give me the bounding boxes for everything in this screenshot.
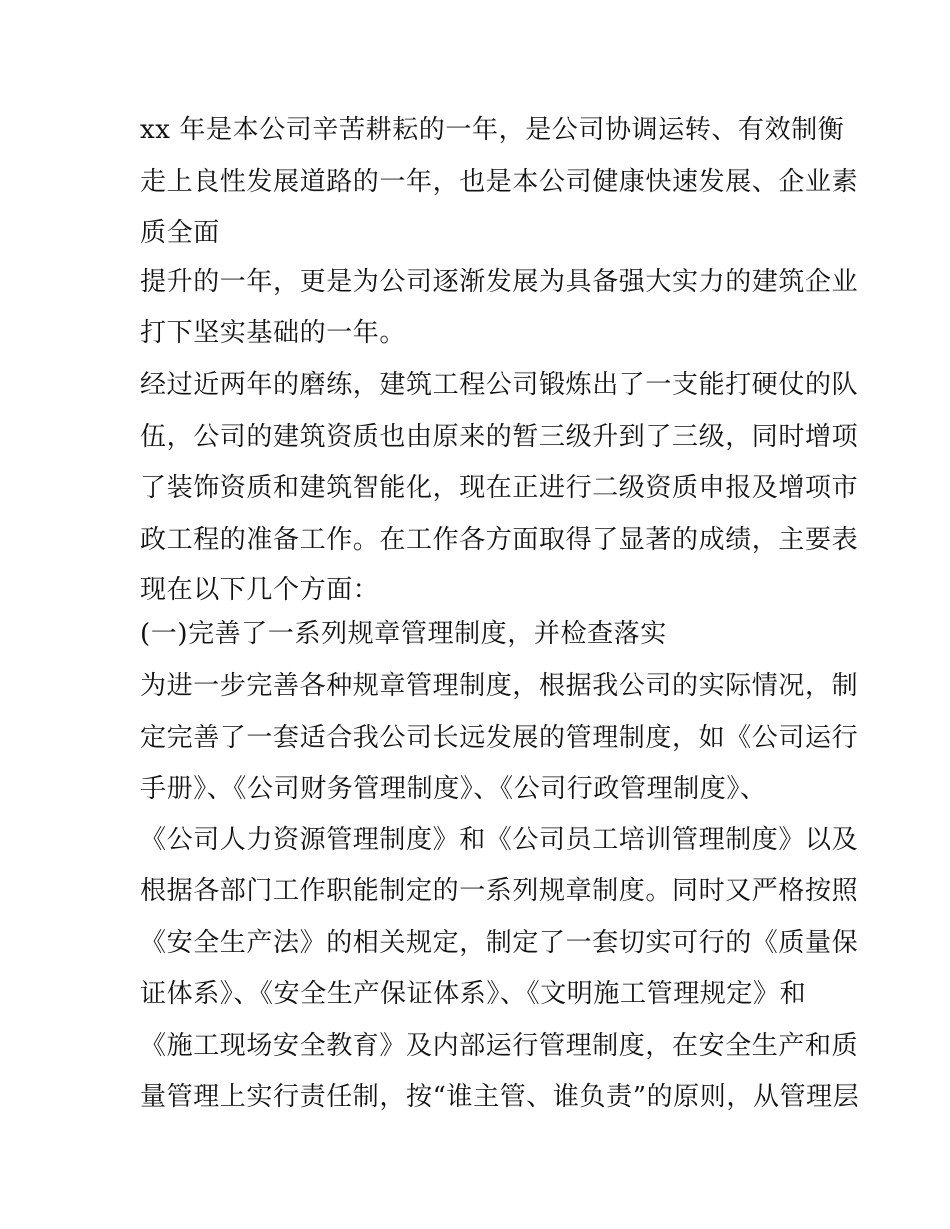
paragraph-line: 手册》、《公司财务管理制度》、《公司行政管理制度》、 bbox=[140, 774, 767, 804]
paragraph-line: 为进一步完善各种规章管理制度，根据我公司的实际情况，制 bbox=[140, 671, 859, 701]
paragraph-line: 了装饰资质和建筑智能化，现在正进行二级资质申报及增项市 bbox=[140, 473, 859, 503]
paragraph-line: 质全面 bbox=[140, 218, 220, 248]
paragraph-line: 《施工现场安全教育》及内部运行管理制度，在安全生产和质 bbox=[140, 1031, 859, 1061]
paragraph-line: 伍，公司的建筑资质也由原来的暂三级升到了三级，同时增项 bbox=[140, 422, 859, 452]
paragraph-line: 《公司人力资源管理制度》和《公司员工培训管理制度》以及 bbox=[140, 825, 859, 855]
paragraph-line: 量管理上实行责任制，按“谁主管、谁负责”的原则，从管理层 bbox=[140, 1082, 860, 1112]
section-heading: (一)完善了一系列规章管理制度，并检查落实 bbox=[140, 619, 667, 649]
paragraph-line: 走上良性发展道路的一年，也是本公司健康快速发展、企业素 bbox=[140, 167, 859, 197]
paragraph-line: 根据各部门工作职能制定的一系列规章制度。同时又严格按照 bbox=[140, 876, 859, 906]
paragraph-line: 证体系》、《安全生产保证体系》、《文明施工管理规定》和 bbox=[140, 979, 807, 1009]
paragraph-line: 政工程的准备工作。在工作各方面取得了显著的成绩，主要表 bbox=[140, 525, 859, 555]
paragraph-line: 提升的一年，更是为公司逐渐发展为具备强大实力的建筑企业 bbox=[140, 267, 859, 297]
paragraph-line: 经过近两年的磨练，建筑工程公司锻炼出了一支能打硬仗的队 bbox=[140, 370, 859, 400]
paragraph-line: 定完善了一套适合我公司长远发展的管理制度，如《公司运行 bbox=[140, 723, 859, 753]
paragraph-line: 现在以下几个方面： bbox=[140, 575, 380, 605]
paragraph-line: 《安全生产法》的相关规定，制定了一套切实可行的《质量保 bbox=[140, 928, 859, 958]
paragraph-line: xx 年是本公司辛苦耕耘的一年，是公司协调运转、有效制衡 bbox=[140, 115, 845, 145]
paragraph-line: 打下坚实基础的一年。 bbox=[140, 318, 407, 348]
